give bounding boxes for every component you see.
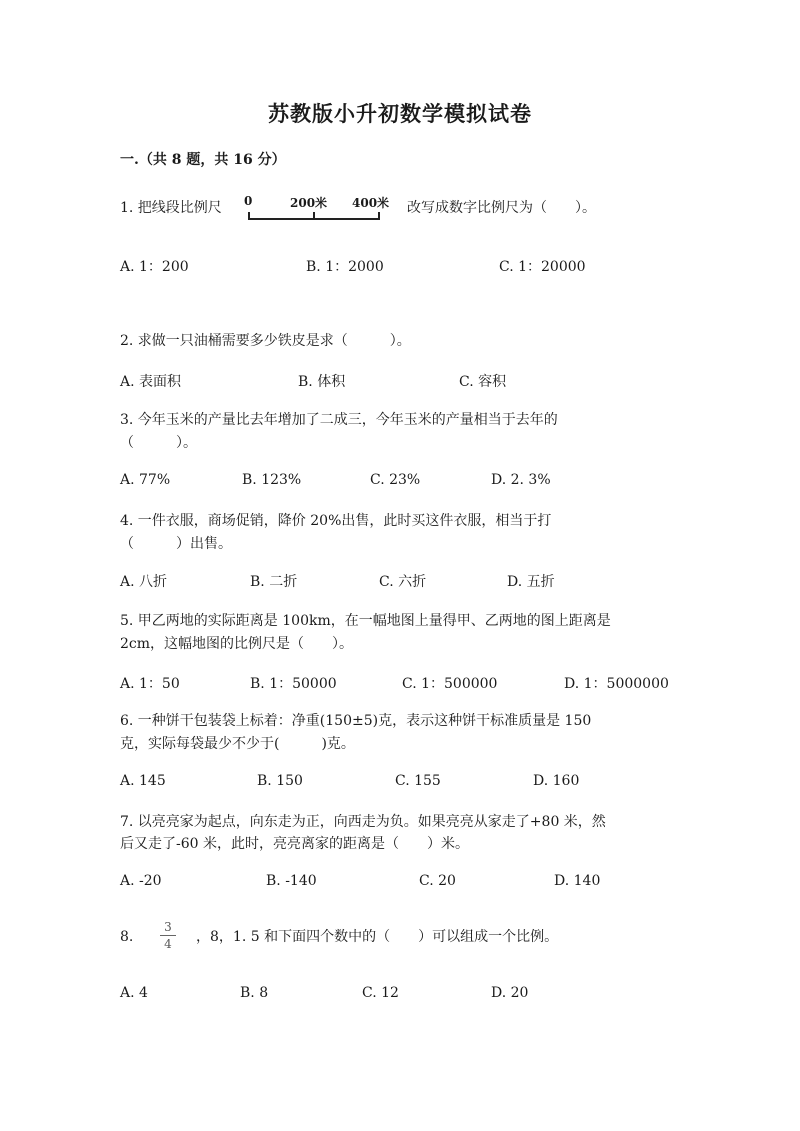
question-5-line1: 5. 甲乙两地的实际距离是 100km，在一幅地图上量得甲、乙两地的图上距离是 <box>120 613 611 629</box>
option-d: D. 20 <box>491 985 529 1001</box>
question-4-line1: 4. 一件衣服，商场促销，降价 20%出售，此时买这件衣服，相当于打 <box>120 513 552 529</box>
option-c: C. 155 <box>395 773 441 789</box>
option-b: B. 150 <box>257 773 303 789</box>
section-heading: 一.（共 8 题，共 16 分） <box>120 152 286 168</box>
question-7-options <box>120 873 680 893</box>
question-7-line1: 7. 以亮亮家为起点，向东走为正，向西走为负。如果亮亮从家走了+80 米，然 <box>120 814 606 830</box>
fraction-three-quarters <box>160 920 176 951</box>
question-5-line2: 2cm，这幅地图的比例尺是（ ）。 <box>120 636 354 652</box>
option-c: C. 12 <box>362 985 399 1001</box>
question-7-line2: 后又走了-60 米，此时，亮亮离家的距离是（ ）米。 <box>120 836 469 852</box>
question-2-text: 2. 求做一只油桶需要多少铁皮是求（ ）。 <box>120 333 411 349</box>
option-a: A. 145 <box>120 773 166 789</box>
fraction-numerator: 3 <box>164 920 172 934</box>
option-a: A. 77% <box>120 472 171 488</box>
option-b: B. 二折 <box>250 574 298 590</box>
question-1-suffix: 改写成数字比例尺为（ ）。 <box>407 200 596 216</box>
option-b: B. 体积 <box>298 374 346 390</box>
scale-label-200: 200米 <box>290 196 328 210</box>
option-a: A. 1：50 <box>120 676 180 692</box>
scale-tick <box>378 212 380 220</box>
option-d: D. 140 <box>554 873 601 889</box>
question-4-options <box>120 571 680 591</box>
exam-title: 苏教版小升初数学模拟试卷 <box>268 101 532 126</box>
question-8-options <box>120 985 680 1005</box>
option-c: C. 六折 <box>379 574 427 590</box>
option-d: D. 1：5000000 <box>564 676 669 692</box>
question-1-options <box>120 256 680 276</box>
option-b: B. -140 <box>266 873 317 889</box>
question-8-text: ，8，1. 5 和下面四个数中的（ ）可以组成一个比例。 <box>196 929 559 945</box>
option-c: C. 1：500000 <box>402 676 498 692</box>
question-2-options <box>120 371 680 391</box>
option-d: D. 2. 3% <box>491 472 551 488</box>
question-5-options <box>120 673 680 693</box>
scale-label-0: 0 <box>244 194 253 208</box>
option-a: A. 4 <box>120 985 148 1001</box>
question-3-line1: 3. 今年玉米的产量比去年增加了二成三，今年玉米的产量相当于去年的 <box>120 412 558 428</box>
scale-label-400: 400米 <box>352 196 390 210</box>
option-a: A. 1：200 <box>120 259 189 275</box>
option-b: B. 123% <box>242 472 302 488</box>
question-1-prefix: 1. 把线段比例尺 <box>120 200 222 216</box>
scale-tick <box>313 212 315 220</box>
question-3-line2: （ ）。 <box>120 435 197 451</box>
question-6-line2: 克，实际每袋最少不少于( )克。 <box>120 736 355 752</box>
fraction-denominator: 4 <box>164 937 172 951</box>
option-c: C. 容积 <box>459 374 507 390</box>
option-d: D. 160 <box>533 773 580 789</box>
option-a: A. 八折 <box>120 574 168 590</box>
option-a: A. -20 <box>120 873 162 889</box>
question-6-line1: 6. 一种饼干包装袋上标着：净重(150±5)克，表示这种饼干标准质量是 150 <box>120 713 592 729</box>
question-4-line2: （ ）出售。 <box>120 536 232 552</box>
option-b: B. 8 <box>240 985 269 1001</box>
option-c: C. 20 <box>419 873 456 889</box>
option-d: D. 五折 <box>507 574 555 590</box>
scale-tick <box>248 212 250 220</box>
line-scale-figure <box>240 194 400 226</box>
option-c: C. 23% <box>370 472 421 488</box>
option-b: B. 1：50000 <box>250 676 337 692</box>
fraction-bar <box>160 935 176 936</box>
question-3-options <box>120 472 680 492</box>
option-a: A. 表面积 <box>120 374 182 390</box>
option-c: C. 1：20000 <box>499 259 586 275</box>
question-8-number: 8. <box>120 929 134 945</box>
option-b: B. 1：2000 <box>306 259 384 275</box>
question-6-options <box>120 773 680 793</box>
